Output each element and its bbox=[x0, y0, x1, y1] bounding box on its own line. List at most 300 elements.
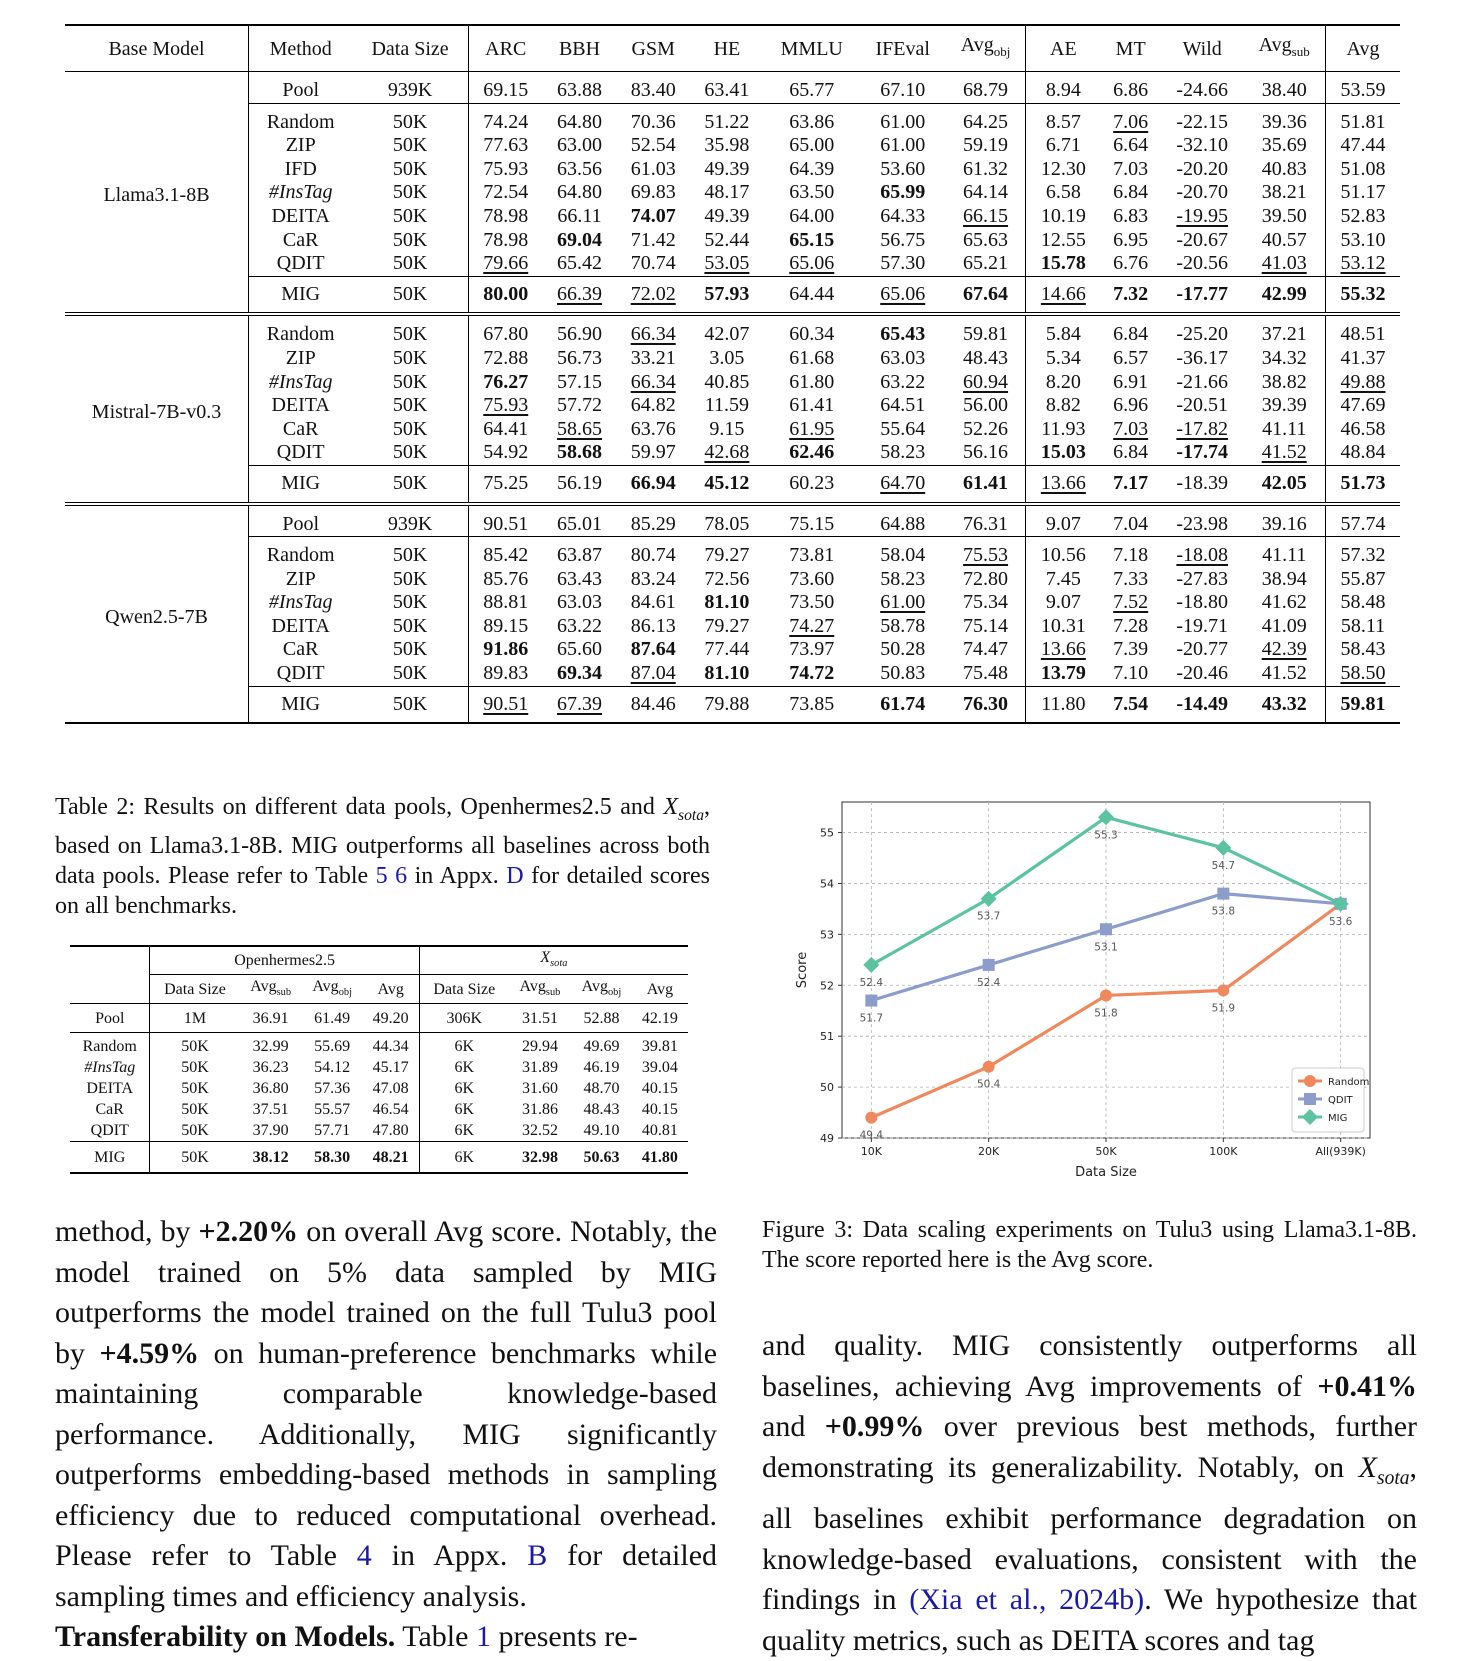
score-cell: 40.15 bbox=[641, 1101, 678, 1119]
score-cell: 63.22 bbox=[557, 614, 602, 637]
score-cell: 81.10 bbox=[704, 591, 750, 614]
score-cell: -20.67 bbox=[1176, 228, 1229, 251]
score-cell: 6.91 bbox=[1113, 370, 1149, 393]
score-cell: 69.83 bbox=[630, 181, 676, 204]
score-cell: 66.15 bbox=[963, 204, 1009, 227]
score-cell: 78.98 bbox=[468, 229, 542, 253]
score-cell: 49.88 bbox=[1326, 371, 1400, 395]
score-cell: 6K bbox=[419, 1057, 509, 1078]
score-cell: 76.30 bbox=[946, 686, 1026, 723]
data-point-qdit bbox=[983, 959, 995, 971]
appendix-ref-link[interactable]: D bbox=[506, 862, 524, 889]
method-cell: IFD bbox=[249, 158, 353, 182]
table-row bbox=[65, 371, 1400, 395]
y-tick-label: 54 bbox=[820, 877, 834, 891]
score-cell: 41.37 bbox=[1326, 347, 1400, 371]
score-cell: 41.80 bbox=[632, 1142, 688, 1174]
score-cell: 64.25 bbox=[946, 103, 1026, 134]
data-label: 53.8 bbox=[1211, 905, 1236, 918]
score-cell: 63.43 bbox=[557, 567, 602, 590]
column-header: MT bbox=[1100, 25, 1161, 72]
group-header: $X_{sota}$ bbox=[419, 946, 688, 975]
score-cell: 6.58 bbox=[1026, 181, 1100, 205]
score-cell: 41.62 bbox=[1261, 591, 1307, 614]
score-cell: 57.15 bbox=[557, 370, 602, 393]
score-cell: 58.23 bbox=[880, 441, 926, 464]
score-cell: 5.34 bbox=[1026, 347, 1100, 371]
score-cell: 37.90 bbox=[252, 1122, 289, 1140]
score-cell: 40.15 bbox=[641, 1080, 678, 1098]
score-cell: 74.24 bbox=[468, 103, 542, 134]
score-cell: 39.04 bbox=[641, 1059, 678, 1077]
score-cell: 60.94 bbox=[963, 370, 1009, 393]
score-cell: 67.80 bbox=[468, 314, 542, 347]
score-cell: 79.27 bbox=[704, 614, 750, 637]
score-cell: 39.50 bbox=[1261, 204, 1307, 227]
data-size-cell: 50K bbox=[352, 465, 468, 503]
score-cell: 76.27 bbox=[468, 371, 542, 395]
score-cell: 89.15 bbox=[468, 615, 542, 639]
score-cell: 46.58 bbox=[1326, 418, 1400, 442]
score-cell: 79.27 bbox=[690, 537, 764, 568]
score-cell: 72.88 bbox=[468, 347, 542, 371]
score-cell: 29.94 bbox=[509, 1033, 571, 1058]
legend-marker bbox=[1304, 1093, 1316, 1105]
table-row bbox=[65, 591, 1400, 615]
method-cell: QDIT bbox=[249, 662, 353, 686]
data-point-qdit bbox=[1217, 888, 1229, 900]
section-heading: Transferability on Models. bbox=[55, 1620, 396, 1653]
score-cell: -22.15 bbox=[1161, 103, 1243, 134]
score-cell: -25.20 bbox=[1176, 323, 1229, 346]
x-tick-label: 50K bbox=[1095, 1145, 1117, 1158]
table-ref-link[interactable]: 4 bbox=[356, 1539, 372, 1572]
score-cell: 58.23 bbox=[880, 567, 926, 590]
data-label: 51.9 bbox=[1211, 1002, 1236, 1015]
score-cell: 73.60 bbox=[789, 567, 835, 590]
pool-row bbox=[70, 1004, 688, 1033]
score-cell: 71.42 bbox=[630, 228, 676, 251]
empty-cell bbox=[70, 946, 150, 975]
score-cell: 52.44 bbox=[704, 228, 750, 251]
score-cell: 7.32 bbox=[1100, 276, 1161, 314]
score-cell: 47.80 bbox=[372, 1122, 409, 1140]
score-cell: 77.44 bbox=[704, 638, 750, 661]
column-header: Data Size bbox=[352, 25, 468, 72]
score-cell: 52.83 bbox=[1326, 205, 1400, 229]
score-cell: 12.55 bbox=[1026, 229, 1100, 253]
table-row bbox=[70, 1057, 688, 1078]
score-cell: 34.32 bbox=[1261, 346, 1307, 369]
score-cell: 65.01 bbox=[557, 512, 602, 535]
score-cell: 51.17 bbox=[1326, 181, 1400, 205]
score-cell: -18.80 bbox=[1176, 591, 1229, 614]
score-cell: 65.63 bbox=[963, 228, 1009, 251]
column-header: Method bbox=[249, 25, 353, 72]
score-cell: 58.65 bbox=[557, 417, 602, 440]
score-cell: 64.88 bbox=[880, 512, 926, 535]
score-cell: 46.19 bbox=[583, 1059, 620, 1077]
score-cell: -21.66 bbox=[1176, 370, 1229, 393]
score-cell: 87.04 bbox=[630, 662, 676, 685]
score-cell: 41.11 bbox=[1243, 537, 1325, 568]
legend-label: MIG bbox=[1328, 1113, 1348, 1124]
method-cell: QDIT bbox=[249, 441, 353, 465]
column-header: Data Size bbox=[419, 975, 509, 1004]
score-cell: 59.81 bbox=[963, 323, 1009, 346]
score-cell: -36.17 bbox=[1176, 346, 1229, 369]
results-table bbox=[65, 24, 1400, 724]
table-row bbox=[65, 158, 1400, 182]
method-cell: ZIP bbox=[249, 134, 353, 158]
score-cell: 36.80 bbox=[252, 1080, 289, 1098]
data-size-cell: 50K bbox=[392, 394, 428, 417]
table-row bbox=[65, 314, 1400, 347]
score-cell: 86.13 bbox=[630, 614, 676, 637]
score-cell: 54.92 bbox=[468, 441, 542, 465]
score-cell: 58.78 bbox=[880, 614, 926, 637]
y-tick-label: 49 bbox=[820, 1132, 834, 1145]
score-cell: 56.90 bbox=[557, 323, 602, 346]
scaling-line-chart bbox=[790, 790, 1380, 1180]
data-label: 54.7 bbox=[1211, 859, 1236, 872]
score-cell: 10.31 bbox=[1026, 615, 1100, 639]
score-cell: 53.60 bbox=[880, 157, 926, 180]
score-cell: 61.68 bbox=[789, 346, 835, 369]
column-header: Avg bbox=[1326, 25, 1400, 72]
mig-row bbox=[65, 465, 1400, 503]
legend-marker bbox=[1304, 1075, 1316, 1087]
score-cell: 65.00 bbox=[789, 134, 835, 157]
table-row bbox=[65, 662, 1400, 686]
table-row bbox=[65, 347, 1400, 371]
x-axis-label: Data Size bbox=[1075, 1165, 1137, 1180]
score-cell: 39.39 bbox=[1261, 394, 1307, 417]
score-cell: 73.81 bbox=[764, 537, 860, 568]
method-cell: CaR bbox=[249, 638, 353, 662]
score-cell: 83.40 bbox=[630, 79, 676, 101]
score-cell: 49.39 bbox=[704, 204, 750, 227]
data-label: 53.1 bbox=[1094, 941, 1118, 954]
score-cell: 72.80 bbox=[963, 567, 1009, 590]
y-tick-label: 52 bbox=[820, 979, 834, 993]
score-cell: 58.50 bbox=[1326, 662, 1400, 686]
score-cell: 37.21 bbox=[1261, 323, 1307, 346]
method-cell: Pool bbox=[95, 1009, 125, 1027]
column-header: MMLU bbox=[764, 25, 860, 72]
data-label: 50.4 bbox=[976, 1078, 1001, 1091]
x-tick-label: 20K bbox=[978, 1145, 1000, 1158]
score-cell: -17.74 bbox=[1176, 441, 1229, 464]
score-cell: 39.81 bbox=[632, 1033, 688, 1058]
method-cell: #InsTag bbox=[84, 1059, 136, 1077]
data-size-cell: 50K bbox=[392, 370, 428, 393]
score-cell: 87.64 bbox=[630, 638, 676, 661]
score-cell: 61.41 bbox=[946, 465, 1026, 503]
base-model-label: Llama3.1-8B bbox=[65, 72, 249, 315]
score-cell: 80.00 bbox=[468, 276, 542, 314]
score-cell: -27.83 bbox=[1176, 567, 1229, 590]
score-cell: 74.07 bbox=[630, 204, 676, 227]
method-cell: MIG bbox=[249, 465, 353, 503]
table-row bbox=[65, 615, 1400, 639]
data-label: 53.6 bbox=[1328, 915, 1353, 928]
score-cell: 10.19 bbox=[1026, 205, 1100, 229]
score-cell: 51.22 bbox=[690, 103, 764, 134]
method-cell: DEITA bbox=[249, 205, 353, 229]
score-cell: 65.15 bbox=[789, 228, 835, 251]
score-cell: 43.32 bbox=[1243, 686, 1325, 723]
data-size-cell: 50K bbox=[392, 323, 428, 346]
score-cell: 55.69 bbox=[302, 1033, 363, 1058]
table-row bbox=[65, 134, 1400, 158]
score-cell: 14.66 bbox=[1026, 276, 1100, 314]
score-cell: 6K bbox=[419, 1078, 509, 1099]
score-cell: -17.77 bbox=[1161, 276, 1243, 314]
score-cell: 32.52 bbox=[521, 1122, 558, 1140]
score-cell: -14.49 bbox=[1161, 686, 1243, 723]
data-size-cell: 50K bbox=[392, 346, 428, 369]
score-cell: 55.64 bbox=[880, 417, 926, 440]
data-size-cell: 50K bbox=[392, 228, 428, 251]
column-header: Avg$_{obj}$ bbox=[946, 25, 1026, 72]
data-size-cell: 50K bbox=[392, 134, 428, 157]
column-header: BBH bbox=[543, 25, 617, 72]
score-cell: 63.41 bbox=[704, 79, 750, 101]
score-cell: 6.71 bbox=[1026, 134, 1100, 158]
score-cell: 63.22 bbox=[880, 370, 926, 393]
score-cell: 67.39 bbox=[543, 686, 617, 723]
column-header: Avg$_{sub}$ bbox=[1243, 25, 1325, 72]
score-cell: 56.73 bbox=[557, 346, 602, 369]
column-header: Wild bbox=[1161, 25, 1243, 72]
score-cell: 57.74 bbox=[1326, 504, 1400, 537]
y-axis-label: Score bbox=[795, 951, 810, 989]
score-cell: 63.76 bbox=[630, 417, 676, 440]
data-size-cell: 50K bbox=[392, 157, 428, 180]
table-row bbox=[70, 1099, 688, 1120]
table-ref-link[interactable]: 1 bbox=[475, 1620, 491, 1653]
score-cell: 35.69 bbox=[1261, 134, 1307, 157]
appendix-ref-link[interactable]: B bbox=[527, 1539, 548, 1572]
score-cell: 58.48 bbox=[1326, 591, 1400, 615]
score-cell: -19.71 bbox=[1176, 614, 1229, 637]
score-cell: -20.20 bbox=[1176, 157, 1229, 180]
method-cell: DEITA bbox=[249, 615, 353, 639]
table-header-row bbox=[70, 975, 688, 1004]
mig-row bbox=[65, 276, 1400, 314]
score-cell: 32.98 bbox=[509, 1142, 571, 1174]
score-cell: 63.03 bbox=[557, 591, 602, 614]
table-row bbox=[70, 1120, 688, 1142]
score-cell: 50.63 bbox=[571, 1142, 632, 1174]
score-cell: 57.71 bbox=[314, 1122, 351, 1140]
data-size-cell: 50K bbox=[352, 103, 468, 134]
group-header-row bbox=[70, 946, 688, 975]
score-cell: 56.16 bbox=[963, 441, 1009, 464]
score-cell: 47.44 bbox=[1326, 134, 1400, 158]
score-cell: 67.64 bbox=[946, 276, 1026, 314]
score-cell: 5.84 bbox=[1026, 314, 1100, 347]
score-cell: 47.69 bbox=[1326, 394, 1400, 418]
column-header: ARC bbox=[468, 25, 542, 72]
table2-caption: Table 2: Results on different data pools, Openhermes2.5 and $X_{sota}$, based on Llama3.1-8B. MIG outperforms all baselines across both data pools. Please refer to Table 5 6 in Appx. D for detailed scores on all benchmarks. bbox=[55, 794, 711, 919]
score-cell: 31.86 bbox=[521, 1101, 558, 1119]
data-size-cell: 50K bbox=[352, 537, 468, 568]
data-size-cell: 50K bbox=[392, 591, 428, 614]
column-header: Avg$_{obj}$ bbox=[571, 975, 632, 1004]
score-cell: 58.30 bbox=[302, 1142, 363, 1174]
data-label: 49.4 bbox=[859, 1129, 884, 1142]
score-cell: 8.57 bbox=[1026, 103, 1100, 134]
score-cell: 6K bbox=[419, 1033, 509, 1058]
score-cell: 15.78 bbox=[1026, 252, 1100, 276]
score-cell: -20.46 bbox=[1176, 662, 1229, 685]
score-cell: 73.97 bbox=[789, 638, 835, 661]
score-cell: 74.72 bbox=[789, 662, 835, 685]
score-cell: 59.81 bbox=[1326, 686, 1400, 723]
score-cell: 8.82 bbox=[1026, 394, 1100, 418]
table-ref-link[interactable]: 5 bbox=[375, 862, 388, 889]
score-cell: 50K bbox=[150, 1033, 240, 1058]
table-row bbox=[65, 418, 1400, 442]
citation-link[interactable]: (Xia et al., 2024b) bbox=[909, 1583, 1145, 1616]
score-cell: 57.93 bbox=[690, 276, 764, 314]
figure3-caption: Figure 3: Data scaling experiments on Tulu3 using Llama3.1-8B. The score reported here is the Avg score. bbox=[762, 1217, 1418, 1273]
data-size-cell: 50K bbox=[352, 276, 468, 314]
score-cell: 7.18 bbox=[1100, 537, 1161, 568]
column-header: Avg bbox=[632, 975, 688, 1004]
method-cell: Random bbox=[70, 1033, 150, 1058]
score-cell: 40.83 bbox=[1261, 157, 1307, 180]
score-cell: 69.15 bbox=[468, 72, 542, 104]
data-size-cell: 939K bbox=[387, 79, 433, 101]
score-cell: 8.20 bbox=[1026, 371, 1100, 395]
score-cell: 75.48 bbox=[963, 662, 1009, 685]
score-cell: -18.39 bbox=[1161, 465, 1243, 503]
score-cell: 50K bbox=[150, 1057, 240, 1078]
data-point-qdit bbox=[865, 995, 877, 1007]
method-cell: CaR bbox=[95, 1101, 124, 1119]
score-cell: 40.81 bbox=[641, 1122, 678, 1140]
method-cell: #InsTag bbox=[249, 591, 353, 615]
score-cell: 41.03 bbox=[1261, 252, 1307, 275]
score-cell: 48.70 bbox=[583, 1080, 620, 1098]
score-cell: 40.85 bbox=[704, 370, 750, 393]
score-cell: 11.80 bbox=[1026, 686, 1100, 723]
data-point-random bbox=[1100, 989, 1112, 1001]
empty-cell bbox=[70, 975, 150, 1004]
score-cell: 10.56 bbox=[1026, 537, 1100, 568]
score-cell: 64.51 bbox=[880, 394, 926, 417]
data-size-cell: 50K bbox=[392, 614, 428, 637]
score-cell: 63.87 bbox=[543, 537, 617, 568]
data-size-cell: 50K bbox=[392, 662, 428, 685]
score-cell: -20.77 bbox=[1176, 638, 1229, 661]
score-cell: 70.74 bbox=[630, 252, 676, 275]
data-point-random bbox=[865, 1112, 877, 1124]
method-cell: Random bbox=[249, 103, 353, 134]
score-cell: 58.04 bbox=[860, 537, 946, 568]
score-cell: 6.83 bbox=[1113, 204, 1149, 227]
score-cell: 48.43 bbox=[583, 1101, 620, 1119]
score-cell: 38.12 bbox=[240, 1142, 302, 1174]
group-header: Openhermes2.5 bbox=[150, 946, 419, 975]
method-cell: Random bbox=[249, 314, 353, 347]
score-cell: 65.43 bbox=[880, 323, 926, 346]
score-cell: 61.32 bbox=[963, 157, 1009, 180]
score-cell: 7.54 bbox=[1100, 686, 1161, 723]
score-cell: 52.26 bbox=[963, 417, 1009, 440]
table-row bbox=[70, 1078, 688, 1099]
method-cell: Pool bbox=[249, 504, 353, 537]
x-tick-label: All(939K) bbox=[1315, 1145, 1366, 1158]
score-cell: 37.51 bbox=[252, 1101, 289, 1119]
score-cell: 61.03 bbox=[630, 157, 676, 180]
score-cell: 54.12 bbox=[314, 1059, 351, 1077]
caption-label: Table 2: bbox=[55, 794, 136, 820]
score-cell: 61.95 bbox=[789, 417, 835, 440]
score-cell: 42.39 bbox=[1261, 638, 1307, 661]
method-cell: MIG bbox=[249, 276, 353, 314]
table-row bbox=[65, 537, 1400, 568]
score-cell: 50K bbox=[150, 1120, 240, 1142]
score-cell: 64.39 bbox=[789, 157, 835, 180]
table-row bbox=[65, 638, 1400, 662]
legend-label: Random bbox=[1328, 1077, 1370, 1088]
score-cell: 42.05 bbox=[1243, 465, 1325, 503]
score-cell: 6K bbox=[419, 1099, 509, 1120]
table-row bbox=[65, 181, 1400, 205]
score-cell: 90.51 bbox=[468, 504, 542, 537]
score-cell: 58.43 bbox=[1326, 638, 1400, 662]
score-cell: 49.39 bbox=[704, 157, 750, 180]
score-cell: 12.30 bbox=[1026, 158, 1100, 182]
table-row bbox=[65, 568, 1400, 592]
score-cell: 6.96 bbox=[1113, 394, 1149, 417]
score-cell: 53.10 bbox=[1326, 229, 1400, 253]
score-cell: 84.46 bbox=[616, 686, 690, 723]
method-cell: QDIT bbox=[249, 252, 353, 276]
score-cell: 39.36 bbox=[1243, 103, 1325, 134]
column-header: Avg$_{sub}$ bbox=[240, 975, 302, 1004]
score-cell: 57.72 bbox=[557, 394, 602, 417]
score-cell: 55.87 bbox=[1326, 568, 1400, 592]
score-cell: 59.19 bbox=[963, 134, 1009, 157]
score-cell: 44.34 bbox=[363, 1033, 420, 1058]
score-cell: 6.86 bbox=[1113, 79, 1149, 101]
data-label: 55.3 bbox=[1094, 829, 1118, 842]
table-row bbox=[70, 1033, 688, 1058]
score-cell: 64.41 bbox=[468, 418, 542, 442]
score-cell: 7.04 bbox=[1113, 512, 1149, 535]
method-cell: ZIP bbox=[249, 347, 353, 371]
score-cell: 7.03 bbox=[1113, 157, 1149, 180]
score-cell: 79.66 bbox=[468, 252, 542, 276]
score-cell: 1M bbox=[150, 1004, 240, 1033]
data-label: 52.4 bbox=[859, 976, 884, 989]
left-column-text: method, by +2.20% on overall Avg score. Notably, the model trained on 5% data sampled by MIG outperforms the model trained on the full Tulu3 pool by +4.59% on human-preference benchmarks while maintaining comparable knowledge-based performance. Additionally, MIG significantly outperforms embedding-based methods in sampling efficiency due to reduced computational overhead. Please refer to Table 4 in Appx. B for detailed sampling times and efficiency analysis. Transferability on Models. Table 1 presents re- bbox=[55, 1215, 718, 1653]
score-cell: 64.70 bbox=[860, 465, 946, 503]
column-header: Avg$_{sub}$ bbox=[509, 975, 571, 1004]
score-cell: 64.14 bbox=[963, 181, 1009, 204]
score-cell: 41.52 bbox=[1261, 441, 1307, 464]
table-ref-link[interactable]: 6 bbox=[395, 862, 408, 889]
score-cell: 7.10 bbox=[1113, 662, 1149, 685]
data-size-cell: 939K bbox=[387, 512, 433, 535]
score-cell: 61.00 bbox=[860, 103, 946, 134]
score-cell: 75.93 bbox=[468, 394, 542, 418]
